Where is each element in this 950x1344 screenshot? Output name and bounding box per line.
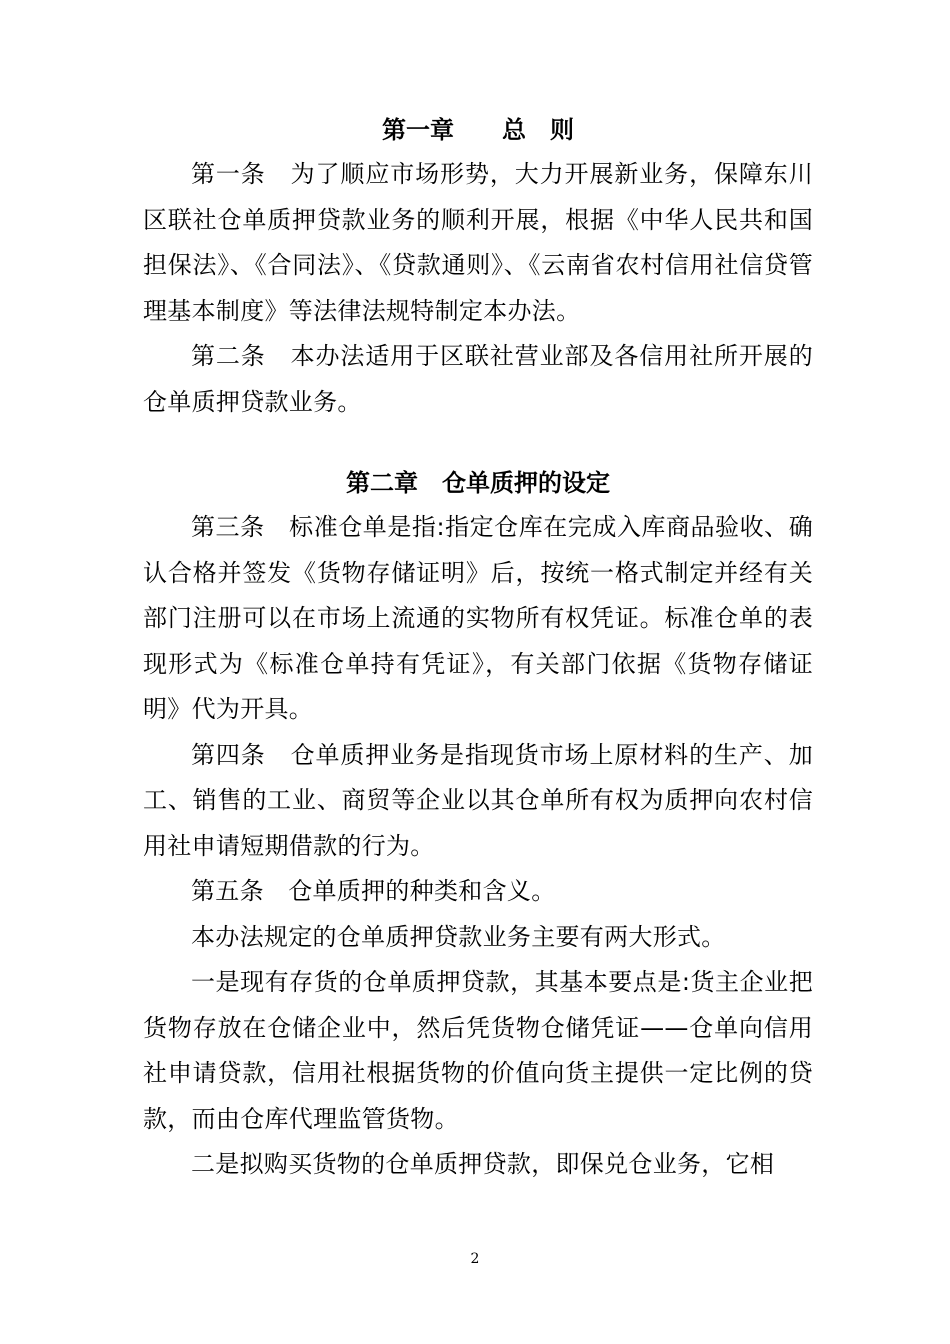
article-4: 第四条 仓单质押业务是指现货市场上原材料的生产、加工、销售的工业、商贸等企业以其仓单所有权为质押向农村信用社申请短期借款的行为。 [143, 740, 813, 860]
paragraph-form-one: 一是现有存货的仓单质押贷款，其基本要点是:货主企业把货物存放在仓储企业中，然后凭货物仓储凭证——仓单向信用社申请贷款，信用社根据货物的价值向货主提供一定比例的贷款，而由仓库代理监管货物。 [143, 968, 813, 1133]
paragraph-forms: 本办法规定的仓单质押贷款业务主要有两大形式。 [191, 922, 726, 951]
paragraph-form-two: 二是拟购买货物的仓单质押贷款，即保兑仓业务，它相 [191, 1150, 775, 1178]
chapter-2-title: 第二章 仓单质押的设定 [346, 469, 610, 497]
page-content [143, 108, 813, 1188]
chapter-1-title: 第一章 总 则 [382, 116, 574, 144]
article-1: 第一条 为了顺应市场形势，大力开展新业务，保障东川区联社仓单质押贷款业务的顺利开展，根据《中华人民共和国担保法》、《合同法》、《贷款通则》、《云南省农村信用社信贷管理基本制度》等法律法规特制定本办法。 [143, 160, 813, 325]
article-5: 第五条 仓单质押的种类和含义。 [191, 877, 556, 905]
article-3: 第三条 标准仓单是指:指定仓库在完成入库商品验收、确认合格并签发《货物存储证明》后，按统一格式制定并经有关部门注册可以在市场上流通的实物所有权凭证。标准仓单的表现形式为《标准仓单持有凭证》，有关部门依据《货物存储证明》代为开具。 [143, 513, 813, 723]
page-number: 2 [470, 1251, 480, 1267]
article-2: 第二条 本办法适用于区联社营业部及各信用社所开展的仓单质押贷款业务。 [143, 342, 813, 416]
